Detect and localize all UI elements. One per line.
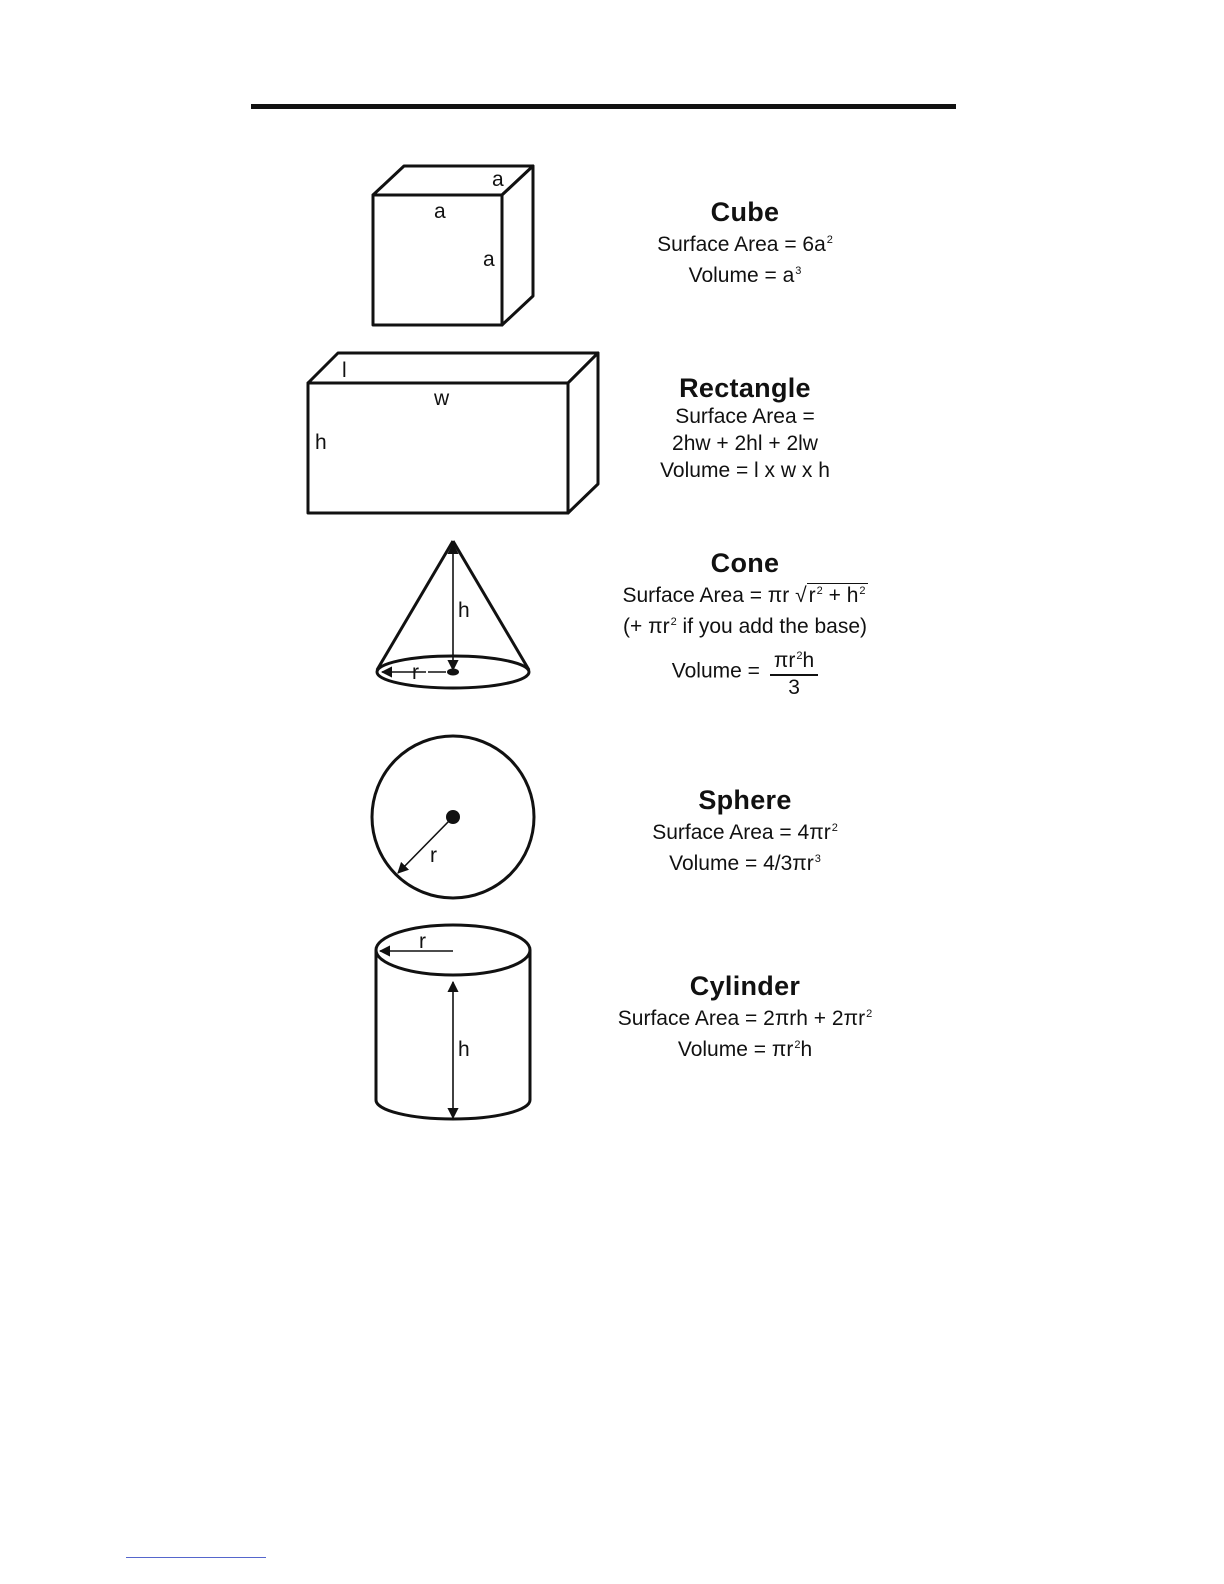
cube-label-top: a (492, 168, 504, 191)
cylinder-label-r: r (419, 930, 426, 953)
cube-volume: Volume = $a^3$ (688, 264, 802, 287)
cone-label-r: r (412, 661, 419, 684)
cylinder-volume: Volume = $\pi r^2h$ (677, 1038, 813, 1061)
cylinder-surface-area: Surface Area = $2\pi rh + 2\pi r^2$ (617, 1007, 873, 1030)
sphere-diagram (372, 736, 534, 898)
sphere-label-r: r (430, 844, 437, 867)
sphere-title: Sphere (698, 785, 792, 815)
rectangle-label-w: w (434, 387, 450, 410)
cube-diagram (373, 166, 533, 325)
cone-volume: Volume = $\frac{\pi r^2h}{3}$ (545, 644, 945, 700)
footer-link-underline (126, 1557, 266, 1558)
rectangle-volume: Volume = l x w x h (660, 459, 830, 482)
sphere-formulas (545, 785, 945, 877)
cylinder-title: Cylinder (689, 971, 801, 1001)
rectangle-label-h: h (315, 431, 327, 454)
cylinder-diagram (376, 925, 530, 1119)
cube-title: Cube (710, 197, 780, 227)
cone-base-note: (+ $\pi r^2$ if you add the base) (623, 615, 867, 638)
cone-surface-area: Surface Area = πr $√r^2 + h^2$ (622, 584, 866, 607)
cone-diagram (377, 541, 529, 688)
cube-formulas (545, 197, 945, 289)
rectangle-surface-area-formula: 2hw + 2hl + 2lw (672, 432, 818, 455)
cylinder-formulas (545, 971, 945, 1063)
cube-label-side: a (483, 248, 495, 271)
cone-label-h: h (458, 599, 470, 622)
sphere-surface-area: Surface Area = $4\pi r^2$ (652, 821, 838, 844)
cylinder-label-h: h (458, 1038, 470, 1061)
rectangle-label-l: l (342, 359, 347, 382)
rectangle-title: Rectangle (679, 373, 811, 403)
sphere-volume: Volume = $4/3\pi r^3$ (669, 852, 821, 875)
rectangle-formulas (545, 373, 945, 484)
sqrt-term: $r^2 + h^2$ (808, 584, 866, 607)
cube-surface-area: Surface Area = $6a^2$ (657, 233, 833, 256)
cube-label-front: a (434, 200, 446, 223)
cone-volume-fraction: $\frac{\pi r^2h}{3}$ (770, 644, 818, 700)
cone-title: Cone (710, 548, 780, 578)
rectangle-surface-area-label: Surface Area = (675, 405, 815, 428)
cone-formulas (545, 548, 945, 700)
